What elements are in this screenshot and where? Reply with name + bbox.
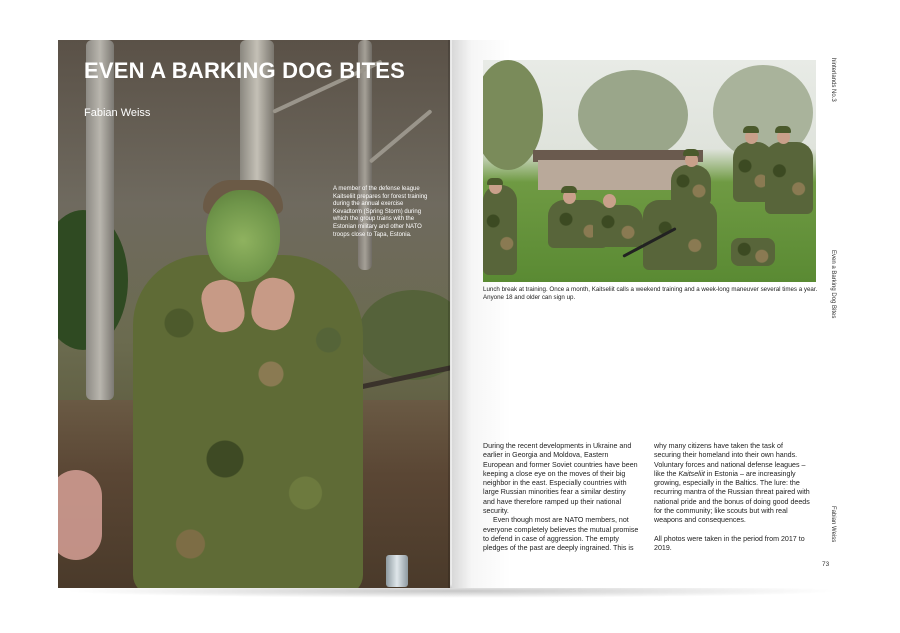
soldier-camouflage-uniform	[133, 255, 363, 588]
backpack	[731, 238, 775, 266]
author-running-label: Fabian Weiss	[830, 506, 836, 543]
body-text-italic: Kaitseliit	[678, 469, 705, 478]
left-photo-caption: A member of the defense league Kaitseliit prepares for forest training during the annual exercise Kevadtorm (Spring Storm) during which the group trains with the Estonian military and other NATO troops close to Tapa, Estonia.	[333, 186, 428, 238]
drink-can	[386, 555, 408, 587]
left-page-photo	[58, 40, 450, 588]
body-paragraph	[654, 442, 810, 526]
body-text: why many citizens have taken the task of securing their homeland into their own hands. Voluntary forces and national defense leagues – like the	[654, 442, 806, 478]
soldier	[765, 142, 813, 214]
magazine-spread	[58, 40, 844, 588]
article-running-title: Even a Barking Dog Bites	[830, 250, 836, 319]
page-number: 73	[822, 561, 830, 568]
magazine-issue-label: hinterlands No.3	[830, 58, 836, 102]
right-page	[452, 40, 844, 588]
body-column-2	[654, 442, 810, 553]
body-paragraph: Even though most are NATO members, not everyone completely believes the mutual promise to defend in case of aggression. The empty pledges of the past are deeply ingrained. This is	[483, 516, 639, 553]
foliage	[358, 290, 450, 380]
article-title: EVEN A BARKING DOG BITES	[84, 58, 405, 83]
body-column-1	[483, 442, 639, 554]
soldier	[483, 185, 517, 275]
tree	[578, 70, 688, 160]
soldier	[643, 200, 717, 270]
soldier-head	[603, 194, 616, 208]
soldier-cap	[775, 126, 791, 133]
body-paragraph: All photos were taken in the period from 2017 to 2019.	[654, 534, 805, 552]
soldier-cap	[683, 149, 699, 156]
tree-trunk	[86, 40, 114, 400]
soldier	[671, 165, 711, 205]
author-name: Fabian Weiss	[84, 107, 151, 119]
soldier-face-paint	[206, 190, 280, 282]
tree-branch	[369, 109, 433, 163]
body-text: in Estonia – are increasingly growing, especially in the Baltics. The lure: the recurring mantra of the Russian threat paired with national pride and the bonus of doing good deeds for the community; like scouts but with real weapons and consequences.	[654, 469, 810, 525]
soldier	[593, 205, 643, 247]
body-paragraph: During the recent developments in Ukraine and earlier in Georgia and Moldova, Eastern European and former Soviet countries have been keeping a close eye on the moves of their big neighbor in the east. Especially countries with large Russian minorities fear a similar destiny and have therefore ramped up their national security.	[483, 442, 638, 516]
blurred-hand	[58, 470, 102, 560]
soldier-cap	[561, 186, 577, 193]
soldier-cap	[743, 126, 759, 133]
right-photo-caption: Lunch break at training. Once a month, Kaitseliit calls a weekend training and a week-long maneuver several times a year. Anyone 18 and older can sign up.	[483, 286, 818, 301]
soldier-cap	[487, 178, 503, 185]
lunch-break-photo	[483, 60, 816, 282]
